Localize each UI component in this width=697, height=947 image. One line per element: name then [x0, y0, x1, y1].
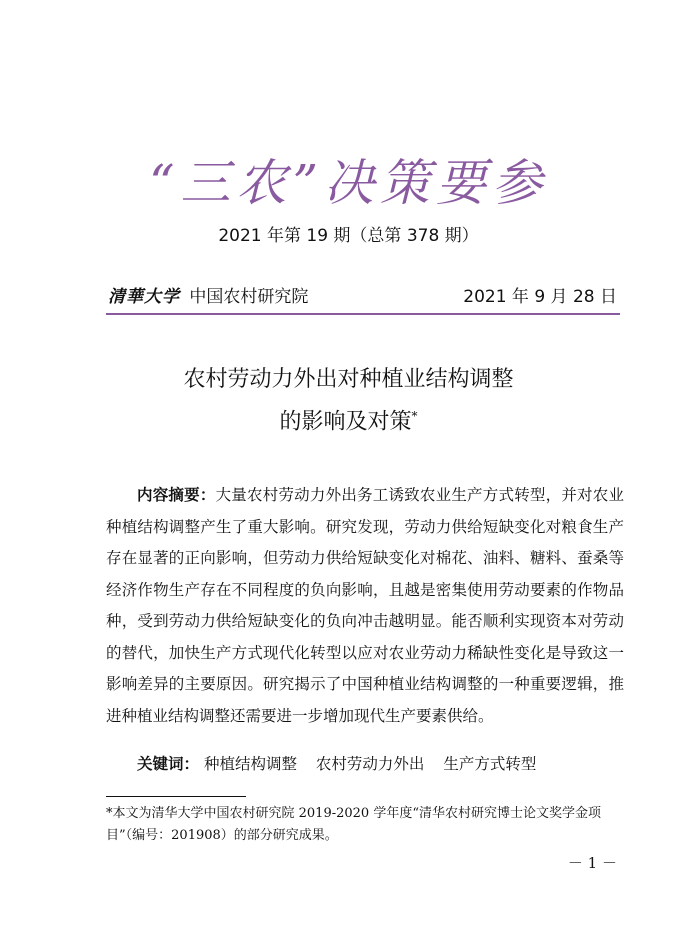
abstract	[106, 480, 624, 732]
footnote-divider	[106, 796, 246, 797]
publication-date: 2021 年 9 月 28 日	[463, 287, 617, 307]
abstract-label: 内容摘要：	[137, 486, 216, 504]
institution-name: 中国农村研究院	[189, 287, 309, 307]
institution-header	[108, 282, 308, 307]
keywords-label: 关键词：	[137, 755, 200, 773]
masthead-title: “三农”决策要参	[148, 154, 549, 212]
keyword-1: 种植结构调整	[203, 755, 297, 773]
keywords	[137, 752, 550, 774]
abstract-text: 大量农村劳动力外出务工诱致农业生产方式转型，并对农业种植结构调整产生了重大影响。研究发现，劳动力供给短缺变化对粮食生产存在显著的正向影响，但劳动力供给短缺变化对棉花、油料、糖料、蚕桑等经济作物生产存在不同程度的负向影响，且越是密集使用劳动要素的作物品种，受到劳动力供给短缺变化的负向冲击越明显。能否顺利实现资本对劳动的替代，加快生产方式现代化转型以应对农业劳动力稀缺性变化是导致这一影响差异的主要原因。研究揭示了中国种植业结构调整的一种重要逻辑，推进种植业结构调整还需要进一步增加现代生产要素供给。	[106, 486, 624, 725]
article-title-line-2-text: 的影响及对策	[279, 409, 412, 435]
footnote: *本文为清华大学中国农村研究院 2019-2020 学年度“清华农村研究博士论文奖学金项目”（编号：201908）的部分研究成果。	[106, 806, 601, 843]
keyword-3: 生产方式转型	[443, 755, 537, 773]
footnote-marker: *	[411, 409, 418, 423]
issue-number: 2021 年第 19 期（总第 378 期）	[218, 226, 479, 246]
header-divider	[106, 313, 620, 315]
article-title	[0, 362, 697, 440]
page-number: － 1 －	[567, 854, 617, 872]
keyword-2: 农村劳动力外出	[315, 755, 425, 773]
article-title-line-2	[0, 398, 697, 440]
article-title-line-1: 农村劳动力外出对种植业结构调整	[183, 367, 514, 392]
tsinghua-logo: 清華大学	[108, 287, 180, 307]
